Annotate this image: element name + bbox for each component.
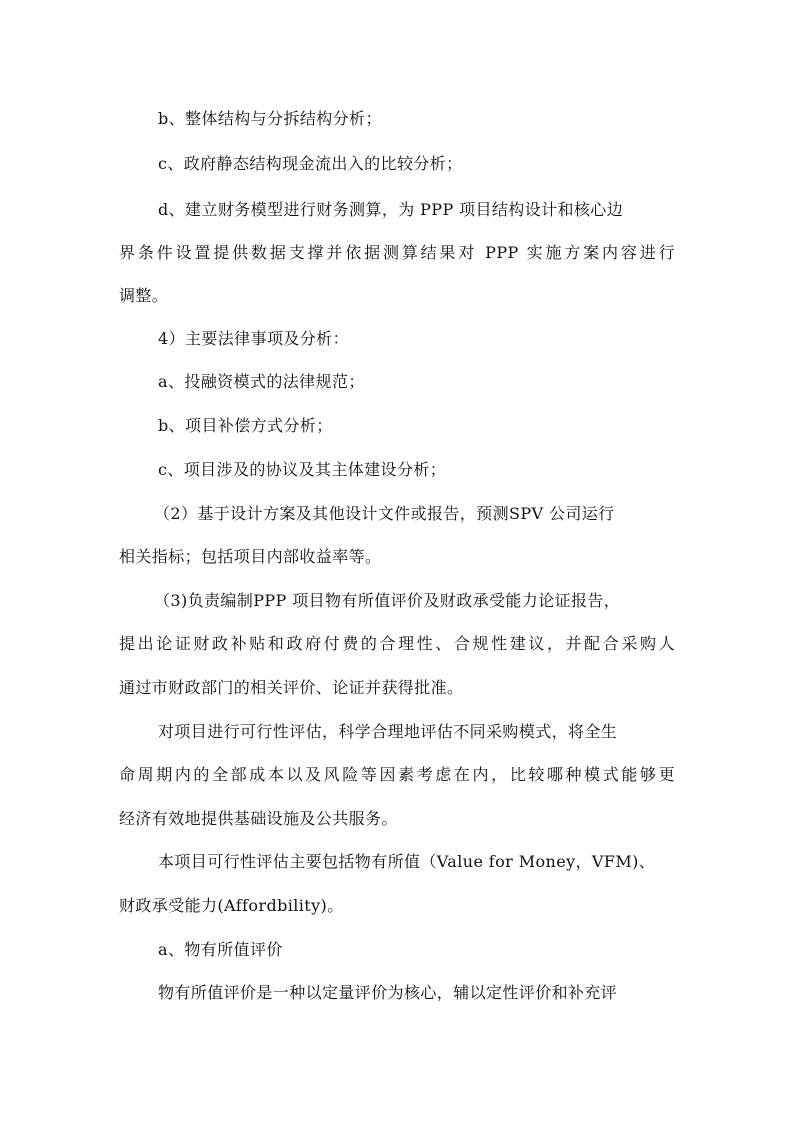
text-line-c-agreements: c、项目涉及的协议及其主体建设分析；	[158, 460, 447, 479]
text-line-vfm: 本项目可行性评估主要包括物有所值（Value for Money，VFM)、	[158, 852, 656, 871]
text-line-feasibility-end: 经济有效地提供基础设施及公共服务。	[119, 809, 398, 828]
text-line-item-3-end: 通过市财政部门的相关评价、论证并获得批准。	[119, 678, 464, 697]
text-line-c-cashflow: c、政府静态结构现金流出入的比较分析；	[158, 154, 463, 173]
text-line-item-3: （3)负责编制PPP 项目物有所值评价及财政承受能力论证报告，	[154, 591, 621, 610]
text-line-b-compensation: b、项目补偿方式分析；	[158, 416, 333, 435]
text-line-feasibility: 对项目进行可行性评估，科学合理地评估不同采购模式，将全生	[158, 722, 618, 741]
text-line-d-financial-model: d、建立财务模型进行财务测算，为 PPP 项目结构设计和核心边	[158, 200, 624, 219]
text-line-vfm-description: 物有所值评价是一种以定量评价为核心，辅以定性评价和补充评	[158, 983, 618, 1002]
text-line-a-legal: a、投融资模式的法律规范；	[158, 372, 365, 391]
text-line-affordability: 财政承受能力(Affordbility)。	[119, 896, 344, 915]
text-line-b-structure: b、整体结构与分拆结构分析；	[158, 109, 382, 128]
text-line-legal-heading: 4）主要法律事项及分析：	[158, 329, 349, 348]
text-line-item-3-continued: 提出论证财政补贴和政府付费的合理性、合规性建议，并配合采购人	[119, 634, 675, 653]
text-line-item-2-continued: 相关指标；包括项目内部收益率等。	[119, 547, 382, 566]
text-line-feasibility-continued: 命周期内的全部成本以及风险等因素考虑在内，比较哪种模式能够更	[119, 765, 675, 784]
text-line-d-continued: 界条件设置提供数据支撑并依据测算结果对 PPP 实施方案内容进行	[119, 243, 675, 262]
text-line-item-2: （2）基于设计方案及其他设计文件或报告，预测SPV 公司运行	[154, 504, 615, 523]
text-line-a-vfm-heading: a、物有所值评价	[158, 940, 283, 959]
text-line-d-end: 调整。	[119, 286, 169, 305]
